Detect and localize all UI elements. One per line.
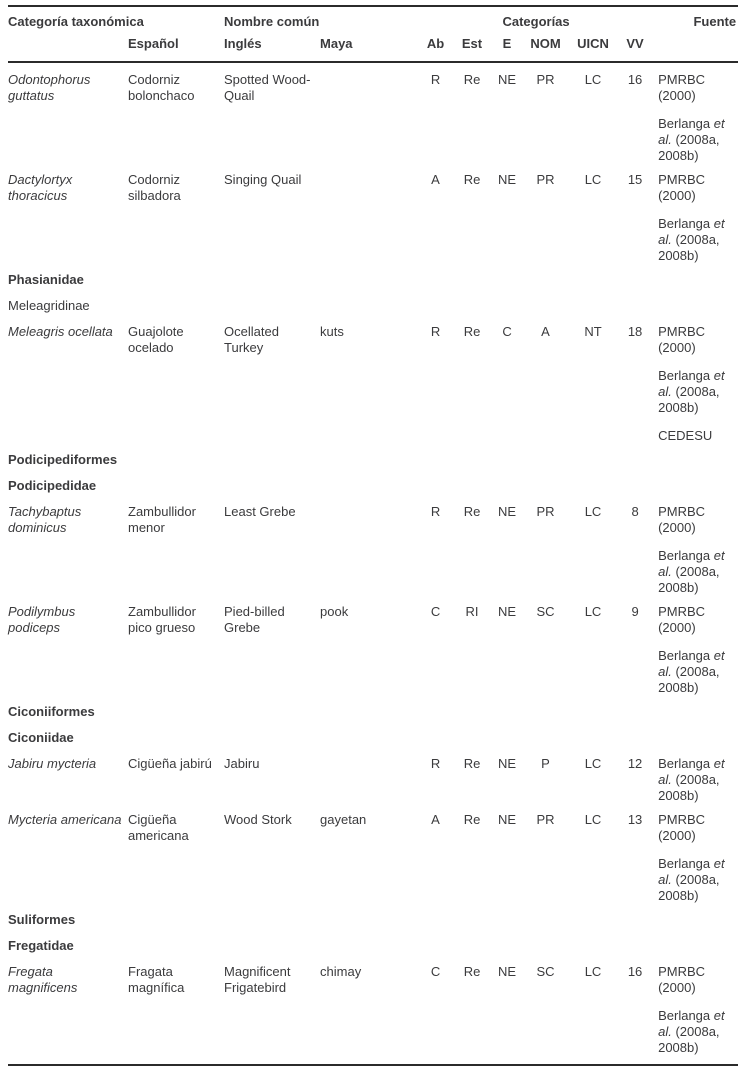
endemism-value: C [502,324,512,339]
abundance-value: C [430,604,441,619]
endemism-value: NE [497,504,517,519]
endemism-value: NE [497,172,517,187]
source-reference: Berlanga et al. (2008a, 2008b) [658,856,725,903]
source-reference: Berlanga et al. (2008a, 2008b) [658,116,725,163]
source-reference: Berlanga et al. (2008a, 2008b) [658,1008,725,1055]
source-reference: PMRBC (2000) [658,964,706,995]
maya-name [320,504,419,604]
species-table [8,5,738,1066]
spanish-name: Guajolote ocelado [128,324,184,355]
subheader-ingles: Inglés [224,36,262,51]
source-reference: Berlanga et al. (2008a, 2008b) [658,548,725,595]
uicn-value: LC [584,756,602,771]
maya-name [320,62,419,172]
section-row [8,704,738,730]
section-label: Ciconiiformes [8,704,95,719]
table-body [8,62,738,1065]
status-value: Re [463,504,481,519]
nom-value: PR [536,504,555,519]
vv-value: 16 [627,72,643,87]
maya-name: chimay [320,964,362,979]
spanish-name: Codorniz silbadora [128,172,181,203]
source-cell [653,324,738,452]
header-spacer [320,6,419,30]
endemism-value: NE [497,72,517,87]
vv-value: 15 [627,172,643,187]
subheader-nom: NOM [530,36,561,51]
nom-value: PR [536,172,555,187]
subheader-spacer [8,30,128,62]
status-value: RI [465,604,479,619]
english-name: Magnificent Frigatebird [224,964,291,995]
header-group-row [8,6,738,30]
nom-value: SC [536,964,555,979]
status-value: Re [463,756,481,771]
english-name: Wood Stork [224,812,292,827]
nom-value: PR [536,812,555,827]
section-row [8,938,738,964]
species-row [8,964,738,1065]
section-label: Ciconiidae [8,730,74,745]
uicn-value: LC [584,604,602,619]
uicn-value: NT [584,324,602,339]
source-reference: Berlanga et al. (2008a, 2008b) [658,216,725,263]
section-label: Podicipediformes [8,452,118,467]
english-name: Spotted Wood-Quail [224,72,311,103]
subheader-uicn: UICN [577,36,609,51]
section-label: Suliformes [8,912,76,927]
subheader-est: Est [461,36,483,51]
section-label: Meleagridinae [8,298,90,313]
section-label: Fregatidae [8,938,74,953]
scientific-name: Odontophorus guttatus [8,72,91,103]
uicn-value: LC [584,812,602,827]
status-value: Re [463,812,481,827]
abundance-value: R [430,72,441,87]
abundance-value: C [430,964,441,979]
abundance-value: A [431,812,440,827]
spanish-name: Cigüeña americana [128,812,189,843]
species-row [8,812,738,912]
english-name: Least Grebe [224,504,296,519]
section-row [8,912,738,938]
status-value: Re [463,964,481,979]
source-reference: Berlanga et al. (2008a, 2008b) [658,756,725,803]
source-reference: PMRBC (2000) [658,812,706,843]
source-reference: CEDESU [658,428,713,443]
uicn-value: LC [584,964,602,979]
endemism-value: NE [497,604,517,619]
header-fuente: Fuente [693,14,737,29]
endemism-value: NE [497,964,517,979]
endemism-value: NE [497,812,517,827]
status-value: Re [463,172,481,187]
status-value: Re [463,72,481,87]
scientific-name: Fregata magnificens [8,964,78,995]
table-header [8,6,738,62]
maya-name: pook [320,604,349,619]
source-reference: PMRBC (2000) [658,172,706,203]
nom-value: A [541,324,550,339]
subheader-ab: Ab [426,36,445,51]
uicn-value: LC [584,172,602,187]
spanish-name: Codorniz bolonchaco [128,72,195,103]
vv-value: 13 [627,812,643,827]
endemism-value: NE [497,756,517,771]
abundance-value: R [430,756,441,771]
section-row [8,272,738,298]
section-row [8,478,738,504]
header-categorias: Categorías [502,14,570,29]
species-row [8,324,738,452]
nom-value: P [541,756,550,771]
maya-name: kuts [320,324,344,339]
abundance-value: R [430,324,441,339]
source-reference: PMRBC (2000) [658,504,706,535]
section-row [8,730,738,756]
scientific-name: Tachybaptus dominicus [8,504,82,535]
species-row [8,756,738,812]
uicn-value: LC [584,72,602,87]
source-reference: PMRBC (2000) [658,324,706,355]
source-reference: Berlanga et al. (2008a, 2008b) [658,648,725,695]
source-reference: PMRBC (2000) [658,604,706,635]
source-cell [653,812,738,912]
subheader-vv: VV [626,36,644,51]
maya-name: gayetan [320,812,367,827]
section-row [8,452,738,478]
english-name: Ocellated Turkey [224,324,279,355]
spanish-name: Zambullidor pico grueso [128,604,196,635]
vv-value: 8 [631,504,639,519]
species-row [8,172,738,272]
header-nombre-comun: Nombre común [224,14,320,29]
vv-value: 16 [627,964,643,979]
source-cell [653,504,738,604]
english-name: Jabiru [224,756,260,771]
vv-value: 18 [627,324,643,339]
scientific-name: Mycteria americana [8,812,122,827]
status-value: Re [463,324,481,339]
source-cell [653,604,738,704]
species-row [8,504,738,604]
section-label: Phasianidae [8,272,84,287]
subheader-maya: Maya [320,36,353,51]
section-label: Podicipedidae [8,478,97,493]
abundance-value: A [431,172,440,187]
maya-name [320,756,419,812]
subheader-espanol: Español [128,36,179,51]
species-row [8,604,738,704]
nom-value: SC [536,604,555,619]
vv-value: 9 [631,604,639,619]
subheader-e: E [502,36,512,51]
source-cell [653,62,738,172]
source-cell [653,172,738,272]
english-name: Singing Quail [224,172,302,187]
spanish-name: Zambullidor menor [128,504,196,535]
maya-name [320,172,419,272]
source-reference: Berlanga et al. (2008a, 2008b) [658,368,725,415]
source-cell [653,756,738,812]
scientific-name: Jabiru mycteria [8,756,97,771]
header-sub-row [8,30,738,62]
section-row [8,298,738,324]
english-name: Pied-billed Grebe [224,604,285,635]
spanish-name: Cigüeña jabirú [128,756,212,771]
source-reference: PMRBC (2000) [658,72,706,103]
subheader-fuente-spacer [653,30,738,62]
species-row [8,62,738,172]
scientific-name: Podilymbus podiceps [8,604,76,635]
source-cell [653,964,738,1065]
spanish-name: Fragata magnífica [128,964,185,995]
abundance-value: R [430,504,441,519]
header-categoria-taxonomica: Categoría taxonómica [8,14,144,29]
uicn-value: LC [584,504,602,519]
nom-value: PR [536,72,555,87]
scientific-name: Dactylortyx thoracicus [8,172,73,203]
vv-value: 12 [627,756,643,771]
scientific-name: Meleagris ocellata [8,324,113,339]
